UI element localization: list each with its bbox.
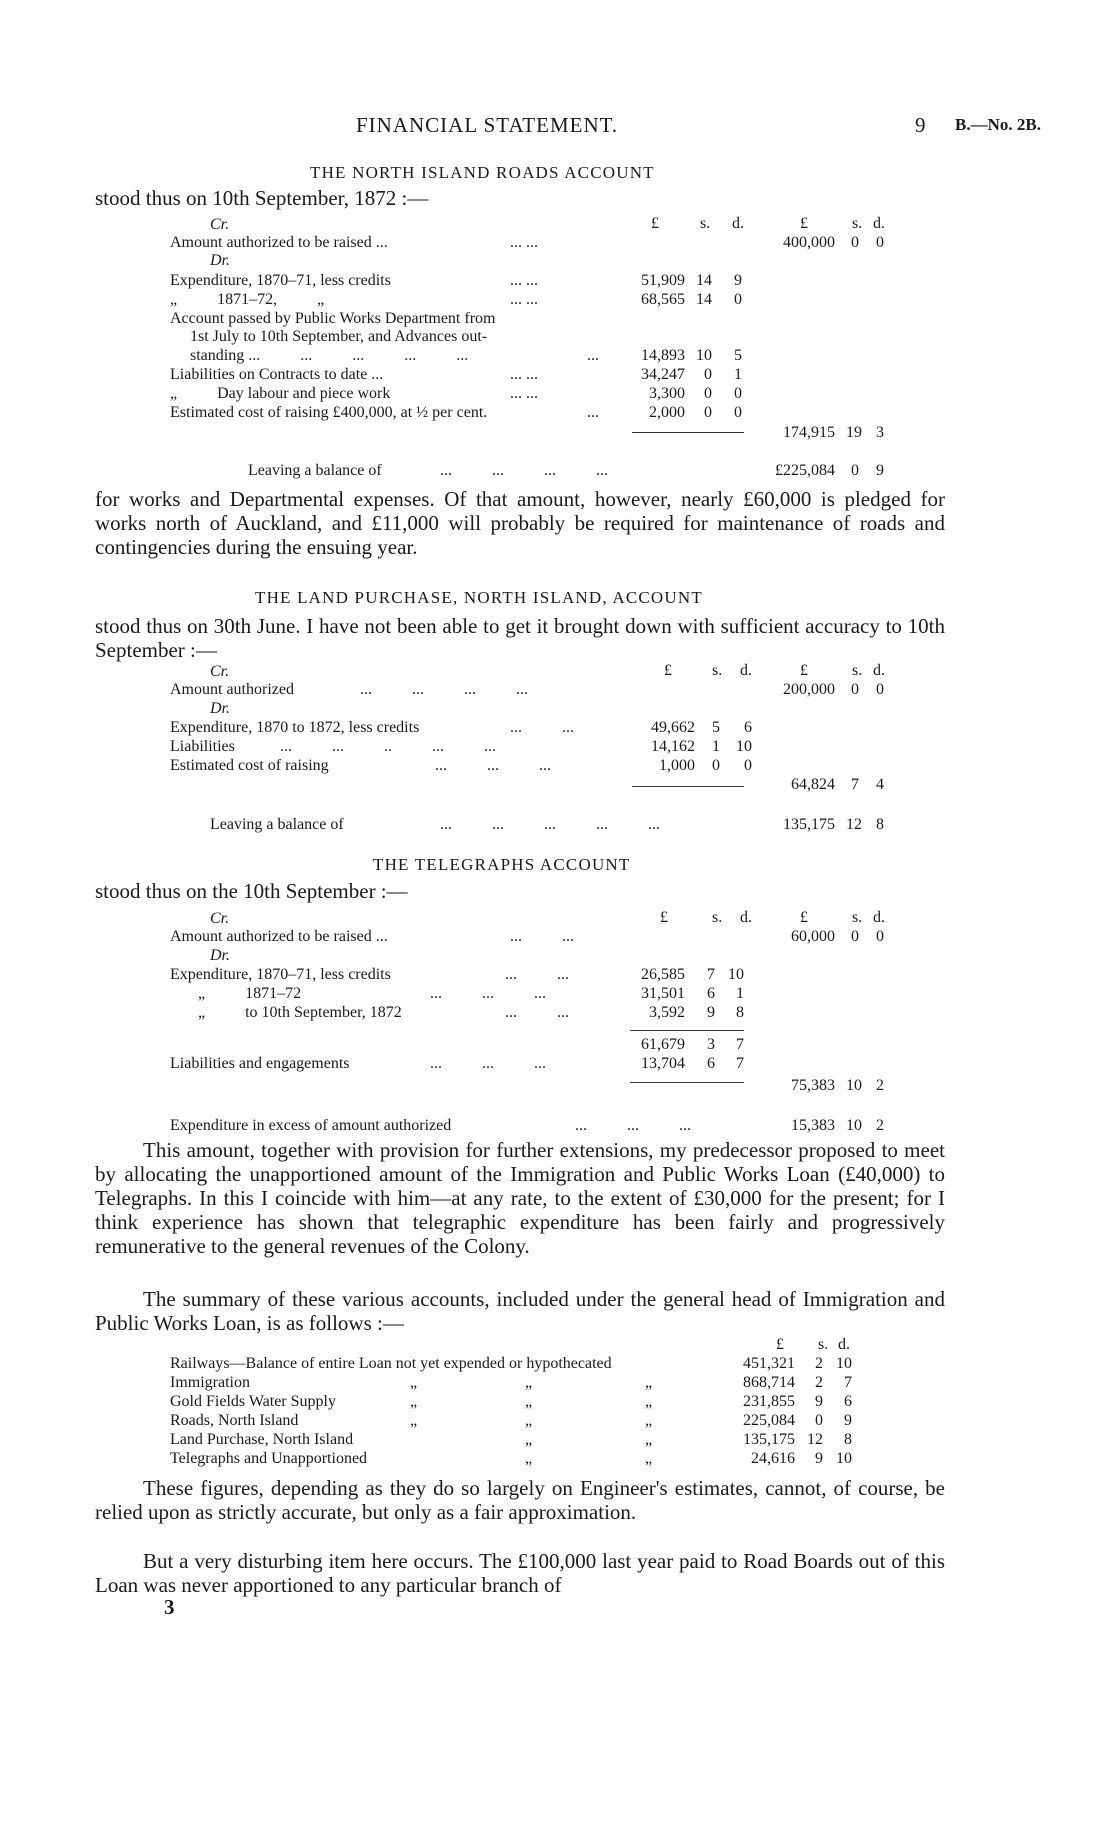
amount-pence: 0 xyxy=(734,291,742,308)
amount-pounds: 400,000 xyxy=(783,234,835,251)
debit-label: Dr. xyxy=(210,947,231,964)
subtotal-pounds: 75,383 xyxy=(791,1077,835,1094)
summary-pounds: 451,321 xyxy=(743,1355,795,1372)
amount-shillings: 0 xyxy=(851,234,859,251)
amount-pounds: 200,000 xyxy=(783,681,835,698)
row-label: Liabilities and engagements xyxy=(170,1055,350,1072)
row-leader-dots: ... ... ... ... xyxy=(440,462,608,479)
balance-pounds: £225,084 xyxy=(775,462,835,479)
row-label: „ 1871–72, „ xyxy=(170,291,325,308)
col-pounds: £ xyxy=(664,662,672,679)
row-leader-dots: ... ... xyxy=(510,719,574,736)
row-leader-dots: ... ... ... ... xyxy=(360,681,528,698)
row-leader-dots: ... xyxy=(587,347,599,364)
amount-shillings: 0 xyxy=(704,366,712,383)
col-shillings: s. xyxy=(818,1336,829,1353)
row-label: Expenditure, 1870 to 1872, less credits xyxy=(170,719,420,736)
amount-shillings: 1 xyxy=(712,738,720,755)
summary-shillings: 9 xyxy=(815,1450,823,1467)
sum-pounds: 61,679 xyxy=(641,1036,685,1053)
row-leader-dots: ... ... ... ... ... xyxy=(440,816,660,833)
col-pence: d. xyxy=(740,662,752,679)
col-shillings: s. xyxy=(852,215,863,232)
ditto-mark: „ xyxy=(645,1374,653,1391)
row-leader-dots: ... xyxy=(587,404,599,421)
credit-label: Cr. xyxy=(210,663,230,680)
excess-pounds: 15,383 xyxy=(791,1117,835,1134)
col-shillings: s. xyxy=(852,662,863,679)
section-heading-telegraphs: THE TELEGRAPHS ACCOUNT xyxy=(373,855,631,874)
amount-pounds: 26,585 xyxy=(641,966,685,983)
summary-pounds: 24,616 xyxy=(751,1450,795,1467)
summary-shillings: 2 xyxy=(815,1355,823,1372)
paragraph-summary-intro xyxy=(95,1287,945,1335)
col-pence: d. xyxy=(873,909,885,926)
amount-shillings: 0 xyxy=(712,757,720,774)
row-leader-dots: ... ... ... xyxy=(435,757,551,774)
balance-label: Leaving a balance of xyxy=(210,816,344,833)
debit-label: Dr. xyxy=(210,700,231,717)
amount-pounds: 34,247 xyxy=(641,366,685,383)
signature-mark: 3 xyxy=(164,1595,175,1619)
credit-label: Cr. xyxy=(210,216,230,233)
section-intro-telegraphs: stood thus on the 10th September :— xyxy=(95,879,408,903)
paragraph-telegraph-provision xyxy=(95,1138,945,1258)
row-leader-dots: ... ... ... xyxy=(430,1055,546,1072)
amount-pence: 8 xyxy=(736,1004,744,1021)
row-label: Liabilities xyxy=(170,738,235,755)
ditto-mark: „ xyxy=(645,1412,653,1429)
amount-shillings: 10 xyxy=(696,347,712,364)
amount-pounds: 14,162 xyxy=(651,738,695,755)
ditto-mark: „ xyxy=(525,1374,533,1391)
col-pence: d. xyxy=(732,215,744,232)
section-intro-north-roads: stood thus on 10th September, 1872 :— xyxy=(95,186,429,210)
row-label: „ to 10th September, 1872 xyxy=(198,1004,402,1021)
amount-pounds: 1,000 xyxy=(659,757,695,774)
ditto-mark: „ xyxy=(525,1393,533,1410)
summary-row-label: Gold Fields Water Supply xyxy=(170,1393,336,1410)
row-label: Amount authorized to be raised ... xyxy=(170,234,388,251)
debit-label: Dr. xyxy=(210,252,231,269)
summary-pounds: 868,714 xyxy=(743,1374,795,1391)
row-label: Account passed by Public Works Department from xyxy=(170,310,496,327)
amount-pence: 0 xyxy=(876,928,884,945)
summary-row-label: Roads, North Island xyxy=(170,1412,299,1429)
summary-pounds: 231,855 xyxy=(743,1393,795,1410)
col-pounds: £ xyxy=(800,215,808,232)
ditto-mark: „ xyxy=(525,1450,533,1467)
amount-shillings: 0 xyxy=(704,404,712,421)
paragraph-works-expenses: for works and Departmental expenses. Of that amount, however, nearly £60,000 is pledged for works north of Auckland, and £11,000 will probably be required for maintenance of roads and contingencies during the ensuing year. xyxy=(95,487,945,559)
row-label: Estimated cost of raising xyxy=(170,757,329,774)
subtotal-pence: 2 xyxy=(876,1077,884,1094)
row-leader-dots: ... ... ... xyxy=(430,985,546,1002)
col-pence: d. xyxy=(873,662,885,679)
subtotal-shillings: 19 xyxy=(846,424,862,441)
amount-pence: 0 xyxy=(876,681,884,698)
amount-pounds: 2,000 xyxy=(649,404,685,421)
section-intro-land-purchase: stood thus on 30th June. I have not been able to get it brought down with sufficient accuracy to 10th September :— xyxy=(95,614,945,662)
summary-pounds: 135,175 xyxy=(743,1431,795,1448)
amount-pence: 5 xyxy=(734,347,742,364)
col-shillings: s. xyxy=(700,215,711,232)
subtotal-rule xyxy=(632,786,744,787)
col-pounds: £ xyxy=(660,909,668,926)
balance-pence: 8 xyxy=(876,816,884,833)
subtotal-rule xyxy=(632,432,744,433)
paragraph-text: This amount, together with provision for further extensions, my predecessor proposed to meet by allocating the unapportioned amount of the Immigration and Public Works Loan (£40,000) to Telegraphs. In this I coincide with him—at any rate, to the extent of £30,000 for the present; for I think experience has shown that telegraphic expenditure has been fairly and progressively remunerative to the general revenues of the Colony. xyxy=(95,1138,945,1258)
balance-pounds: 135,175 xyxy=(783,816,835,833)
row-leader-dots: ... ... xyxy=(510,234,538,251)
col-pence: d. xyxy=(838,1336,850,1353)
amount-pounds: 3,300 xyxy=(649,385,685,402)
summary-shillings: 12 xyxy=(807,1431,823,1448)
row-label: Expenditure, 1870–71, less credits xyxy=(170,966,391,983)
summary-pounds: 225,084 xyxy=(743,1412,795,1429)
amount-pence: 9 xyxy=(734,272,742,289)
row-label: „ Day labour and piece work xyxy=(170,385,391,402)
amount-shillings: 14 xyxy=(696,272,712,289)
row-leader-dots: ... ... xyxy=(510,385,538,402)
row-leader-dots: ... ... xyxy=(510,366,538,383)
amount-shillings: 6 xyxy=(707,1055,715,1072)
row-leader-dots: ... ... xyxy=(510,291,538,308)
amount-pounds: 31,501 xyxy=(641,985,685,1002)
col-pence: d. xyxy=(740,909,752,926)
summary-row-label: Immigration xyxy=(170,1374,250,1391)
amount-shillings: 0 xyxy=(704,385,712,402)
col-pounds: £ xyxy=(651,215,659,232)
summary-pence: 10 xyxy=(836,1355,852,1372)
amount-shillings: 7 xyxy=(707,966,715,983)
page-number: 9 xyxy=(915,113,927,137)
amount-pence: 1 xyxy=(734,366,742,383)
amount-shillings: 0 xyxy=(851,928,859,945)
col-shillings: s. xyxy=(712,662,723,679)
amount-pounds: 51,909 xyxy=(641,272,685,289)
excess-label: Expenditure in excess of amount authorized xyxy=(170,1117,452,1134)
amount-pounds: 13,704 xyxy=(641,1055,685,1072)
amount-pounds: 60,000 xyxy=(791,928,835,945)
section-heading-land-purchase: THE LAND PURCHASE, NORTH ISLAND, ACCOUNT xyxy=(255,588,703,607)
subtotal-pence: 3 xyxy=(876,424,884,441)
document-reference: B.—No. 2B. xyxy=(955,115,1041,134)
excess-shillings: 10 xyxy=(846,1117,862,1134)
row-leader-dots: ... ... xyxy=(505,966,569,983)
row-leader-dots: ... ... xyxy=(510,928,574,945)
ditto-mark: „ xyxy=(525,1431,533,1448)
col-shillings: s. xyxy=(712,909,723,926)
row-leader-dots: ... ... xyxy=(505,1004,569,1021)
amount-pence: 10 xyxy=(728,966,744,983)
row-label: Estimated cost of raising £400,000, at ½ per cent. xyxy=(170,404,488,421)
row-label: „ 1871–72 xyxy=(198,985,302,1002)
amount-shillings: 14 xyxy=(696,291,712,308)
amount-pence: 1 xyxy=(736,985,744,1002)
col-shillings: s. xyxy=(852,909,863,926)
col-pounds: £ xyxy=(800,662,808,679)
amount-pence: 6 xyxy=(744,719,752,736)
amount-pence: 0 xyxy=(734,385,742,402)
amount-pence: 0 xyxy=(734,404,742,421)
amount-shillings: 9 xyxy=(707,1004,715,1021)
credit-label: Cr. xyxy=(210,910,230,927)
ditto-mark: „ xyxy=(645,1450,653,1467)
ditto-mark: „ xyxy=(410,1412,418,1429)
section-heading-north-roads: THE NORTH ISLAND ROADS ACCOUNT xyxy=(310,163,655,182)
amount-shillings: 6 xyxy=(707,985,715,1002)
subtotal-pence: 4 xyxy=(876,776,884,793)
row-label: Amount authorized to be raised ... xyxy=(170,928,388,945)
summary-row-label: Railways—Balance of entire Loan not yet expended or hypothecated xyxy=(170,1355,612,1372)
subtotal-shillings: 10 xyxy=(846,1077,862,1094)
subtotal-rule xyxy=(630,1082,744,1083)
summary-shillings: 0 xyxy=(815,1412,823,1429)
summary-pence: 6 xyxy=(844,1393,852,1410)
row-label-continued: standing ... ... ... ... ... xyxy=(190,347,469,364)
sum-pence: 7 xyxy=(736,1036,744,1053)
ditto-mark: „ xyxy=(410,1374,418,1391)
amount-pence: 10 xyxy=(736,738,752,755)
summary-pence: 7 xyxy=(844,1374,852,1391)
amount-pounds: 14,893 xyxy=(641,347,685,364)
amount-pence: 7 xyxy=(736,1055,744,1072)
summary-shillings: 2 xyxy=(815,1374,823,1391)
subtotal-pounds: 64,824 xyxy=(791,776,835,793)
excess-pence: 2 xyxy=(876,1117,884,1134)
col-pounds: £ xyxy=(776,1336,784,1353)
summary-row-label: Land Purchase, North Island xyxy=(170,1431,354,1448)
amount-pounds: 49,662 xyxy=(651,719,695,736)
row-label: Amount authorized xyxy=(170,681,294,698)
sum-rule xyxy=(630,1030,744,1031)
row-leader-dots: ... ... .. ... ... xyxy=(280,738,496,755)
summary-pence: 8 xyxy=(844,1431,852,1448)
row-leader-dots: ... ... ... xyxy=(575,1117,691,1134)
summary-shillings: 9 xyxy=(815,1393,823,1410)
amount-pounds: 68,565 xyxy=(641,291,685,308)
sum-shillings: 3 xyxy=(707,1036,715,1053)
amount-pence: 0 xyxy=(744,757,752,774)
balance-pence: 9 xyxy=(876,462,884,479)
amount-shillings: 0 xyxy=(851,681,859,698)
subtotal-pounds: 174,915 xyxy=(783,424,835,441)
page-title: FINANCIAL STATEMENT. xyxy=(356,113,619,137)
col-pounds: £ xyxy=(800,909,808,926)
subtotal-shillings: 7 xyxy=(851,776,859,793)
amount-pence: 0 xyxy=(876,234,884,251)
col-pence: d. xyxy=(873,215,885,232)
row-label: Liabilities on Contracts to date ... xyxy=(170,366,384,383)
paragraph-text: But a very disturbing item here occurs. The £100,000 last year paid to Road Boards out of this Loan was never apportioned to any particular branch of xyxy=(95,1549,945,1597)
paragraph-text: The summary of these various accounts, included under the general head of Immigration and Public Works Loan, is as follows :— xyxy=(95,1287,945,1335)
amount-pounds: 3,592 xyxy=(649,1004,685,1021)
paragraph-figures-caveat xyxy=(95,1476,945,1524)
summary-pence: 10 xyxy=(836,1450,852,1467)
balance-label: Leaving a balance of xyxy=(248,462,382,479)
balance-shillings: 12 xyxy=(846,816,862,833)
balance-shillings: 0 xyxy=(851,462,859,479)
ditto-mark: „ xyxy=(645,1431,653,1448)
paragraph-disturbing-item xyxy=(95,1549,945,1597)
row-label-continued: 1st July to 10th September, and Advances out- xyxy=(190,328,488,345)
row-leader-dots: ... ... xyxy=(510,272,538,289)
paragraph-text: These figures, depending as they do so largely on Engineer's estimates, cannot, of course, be relied upon as strictly accurate, but only as a fair approximation. xyxy=(95,1476,945,1524)
summary-row-label: Telegraphs and Unapportioned xyxy=(170,1450,368,1467)
ditto-mark: „ xyxy=(645,1393,653,1410)
row-label: Expenditure, 1870–71, less credits xyxy=(170,272,391,289)
ditto-mark: „ xyxy=(410,1393,418,1410)
amount-shillings: 5 xyxy=(712,719,720,736)
summary-pence: 9 xyxy=(844,1412,852,1429)
ditto-mark: „ xyxy=(525,1412,533,1429)
